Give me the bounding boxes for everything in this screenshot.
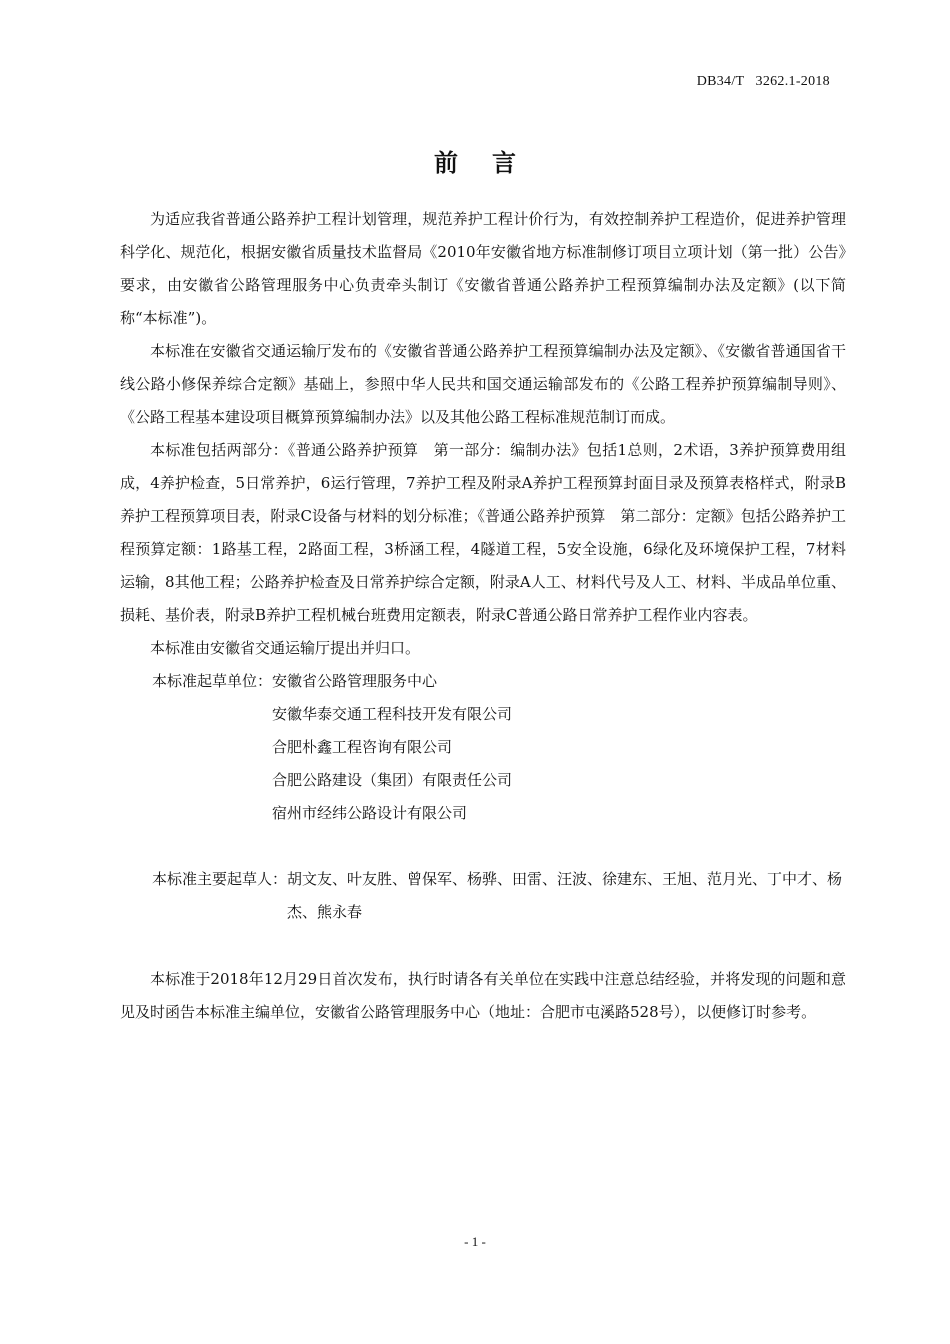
drafting-units-label: 本标准起草单位：	[152, 672, 273, 690]
page-title: 前言	[434, 149, 550, 177]
paragraph-proposer: 本标准由安徽省交通运输厅提出并归口。	[150, 639, 421, 657]
main-drafters	[120, 863, 846, 929]
standard-code: DB34/T 3262.1-2018	[696, 74, 830, 89]
drafting-units	[120, 665, 846, 830]
drafting-units-list	[272, 665, 512, 830]
drafters-label: 本标准主要起草人：	[152, 870, 288, 888]
paragraph-structure: 本标准包括两部分：《普通公路养护预算 第一部分：编制办法》包括1总则，2术语，3养护预算费用组成，4养护检查，5日常养护，6运行管理，7养护工程及附录A养护工程预算封面目录及预算表格样式，附录B养护工程预算项目表，附录C设备与材料的划分标准；《普通公路养护预算 第二部分：定额》包括公路养护工程预算定额：1路基工程，2路面工程，3桥涵工程，4隧道工程，5安全设施，6绿化及环境保护工程，7材料运输，8其他工程；公路养护检查及日常养护综合定额，附录A人工、材料代号及人工、材料、半成品单位重、损耗、基价表，附录B养护工程机械台班费用定额表，附录C普通公路日常养护工程作业内容表。	[120, 441, 846, 624]
paragraph-basis: 本标准在安徽省交通运输厅发布的《安徽省普通公路养护工程预算编制办法及定额》、《安徽省普通国省干线公路小修保养综合定额》基础上，参照中华人民共和国交通运输部发布的《公路工程养护预算编制导则》、《公路工程基本建设项目概算预算编制办法》以及其他公路工程标准规范制订而成。	[120, 342, 846, 426]
drafting-unit-item: 安徽华泰交通工程科技开发有限公司	[272, 705, 513, 723]
drafting-unit-item: 宿州市经纬公路设计有限公司	[272, 804, 468, 822]
page-number: - 1 -	[464, 1234, 486, 1249]
paragraph-purpose: 为适应我省普通公路养护工程计划管理，规范养护工程计价行为，有效控制养护工程造价，促进养护管理科学化、规范化，根据安徽省质量技术监督局《2010年安徽省地方标准制修订项目立项计划（第一批）公告》要求，由安徽省公路管理服务中心负责牵头制订《安徽省普通公路养护工程预算编制办法及定额》(以下简称“本标准”)。	[120, 210, 846, 327]
drafting-unit-item: 合肥朴鑫工程咨询有限公司	[272, 738, 453, 756]
drafting-unit-item: 合肥公路建设（集团）有限责任公司	[272, 771, 513, 789]
paragraph-publication: 本标准于2018年12月29日首次发布，执行时请各有关单位在实践中注意总结经验，并将发现的问题和意见及时函告本标准主编单位，安徽省公路管理服务中心（地址：合肥市屯溪路528号），以便修订时参考。	[120, 970, 846, 1021]
drafting-unit-item: 安徽省公路管理服务中心	[272, 672, 438, 690]
document-body	[120, 203, 846, 1029]
drafters-names: 胡文友、叶友胜、曾保军、杨骅、田雷、汪波、徐建东、王旭、范月光、丁中才、杨杰、熊永春	[287, 870, 843, 921]
